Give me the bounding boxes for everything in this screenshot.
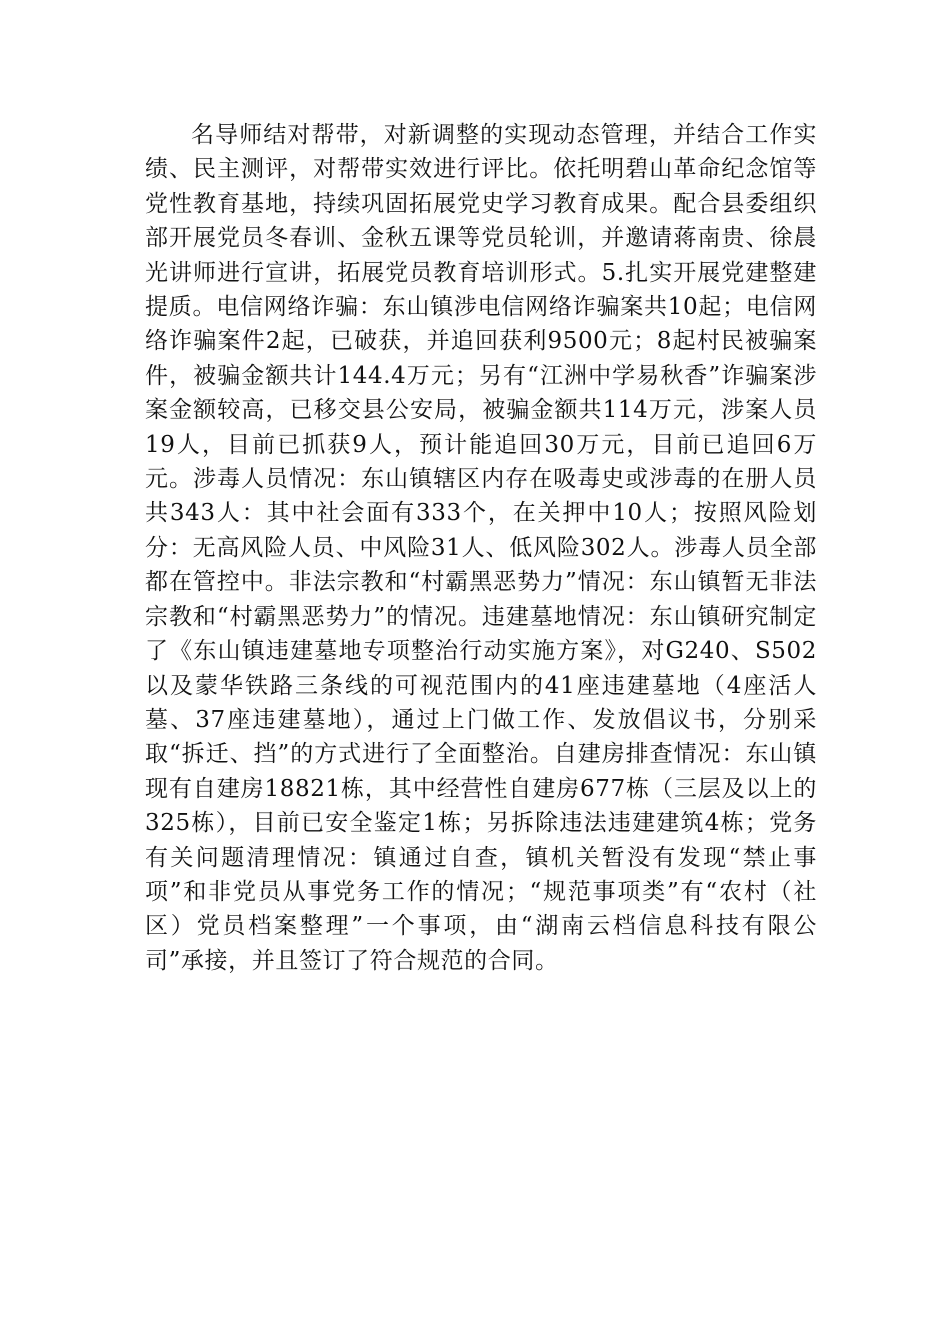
body-paragraph: 名导师结对帮带，对新调整的实现动态管理，并结合工作实绩、民主测评，对帮带实效进行评比。依托明碧山革命纪念馆等党性教育基地，持续巩固拓展党史学习教育成果。配合县委组织部开展党员冬春训、金秋五课等党员轮训，并邀请蒋南贵、徐晨光讲师进行宣讲，拓展党员教育培训形式。5.扎实开展党建整建提质。电信网络诈骗：东山镇涉电信网络诈骗案共10起；电信网络诈骗案件2起，已破获，并追回获利9500元；8起村民被骗案件，被骗金额共计144.4万元；另有“江洲中学易秋香”诈骗案涉案金额较高，已移交县公安局，被骗金额共114万元，涉案人员19人，目前已抓获9人，预计能追回30万元，目前已追回6万元。涉毒人员情况：东山镇辖区内存在吸毒史或涉毒的在册人员共343人：其中社会面有333个，在关押中10人；按照风险划分：无高风险人员、中风险31人、低风险302人。涉毒人员全部都在管控中。非法宗教和“村霸黑恶势力”情况：东山镇暂无非法宗教和“村霸黑恶势力”的情况。违建墓地情况：东山镇研究制定了《东山镇违建墓地专项整治行动实施方案》，对G240、S502以及蒙华铁路三条线的可视范围内的41座违建墓地（4座活人墓、37座违建墓地），通过上门做工作、发放倡议书，分别采取“拆迁、挡”的方式进行了全面整治。自建房排查情况：东山镇现有自建房18821栋，其中经营性自建房677栋（三层及以上的325栋），目前已安全鉴定1栋；另拆除违法违建建筑4栋；党务有关问题清理情况：镇通过自查，镇机关暂没有发现“禁止事项”和非党员从事党务工作的情况；“规范事项类”有“农村（社区）党员档案整理”一个事项，由“湖南云档信息科技有限公司”承接，并且签订了符合规范的合同。: [145, 122, 817, 974]
